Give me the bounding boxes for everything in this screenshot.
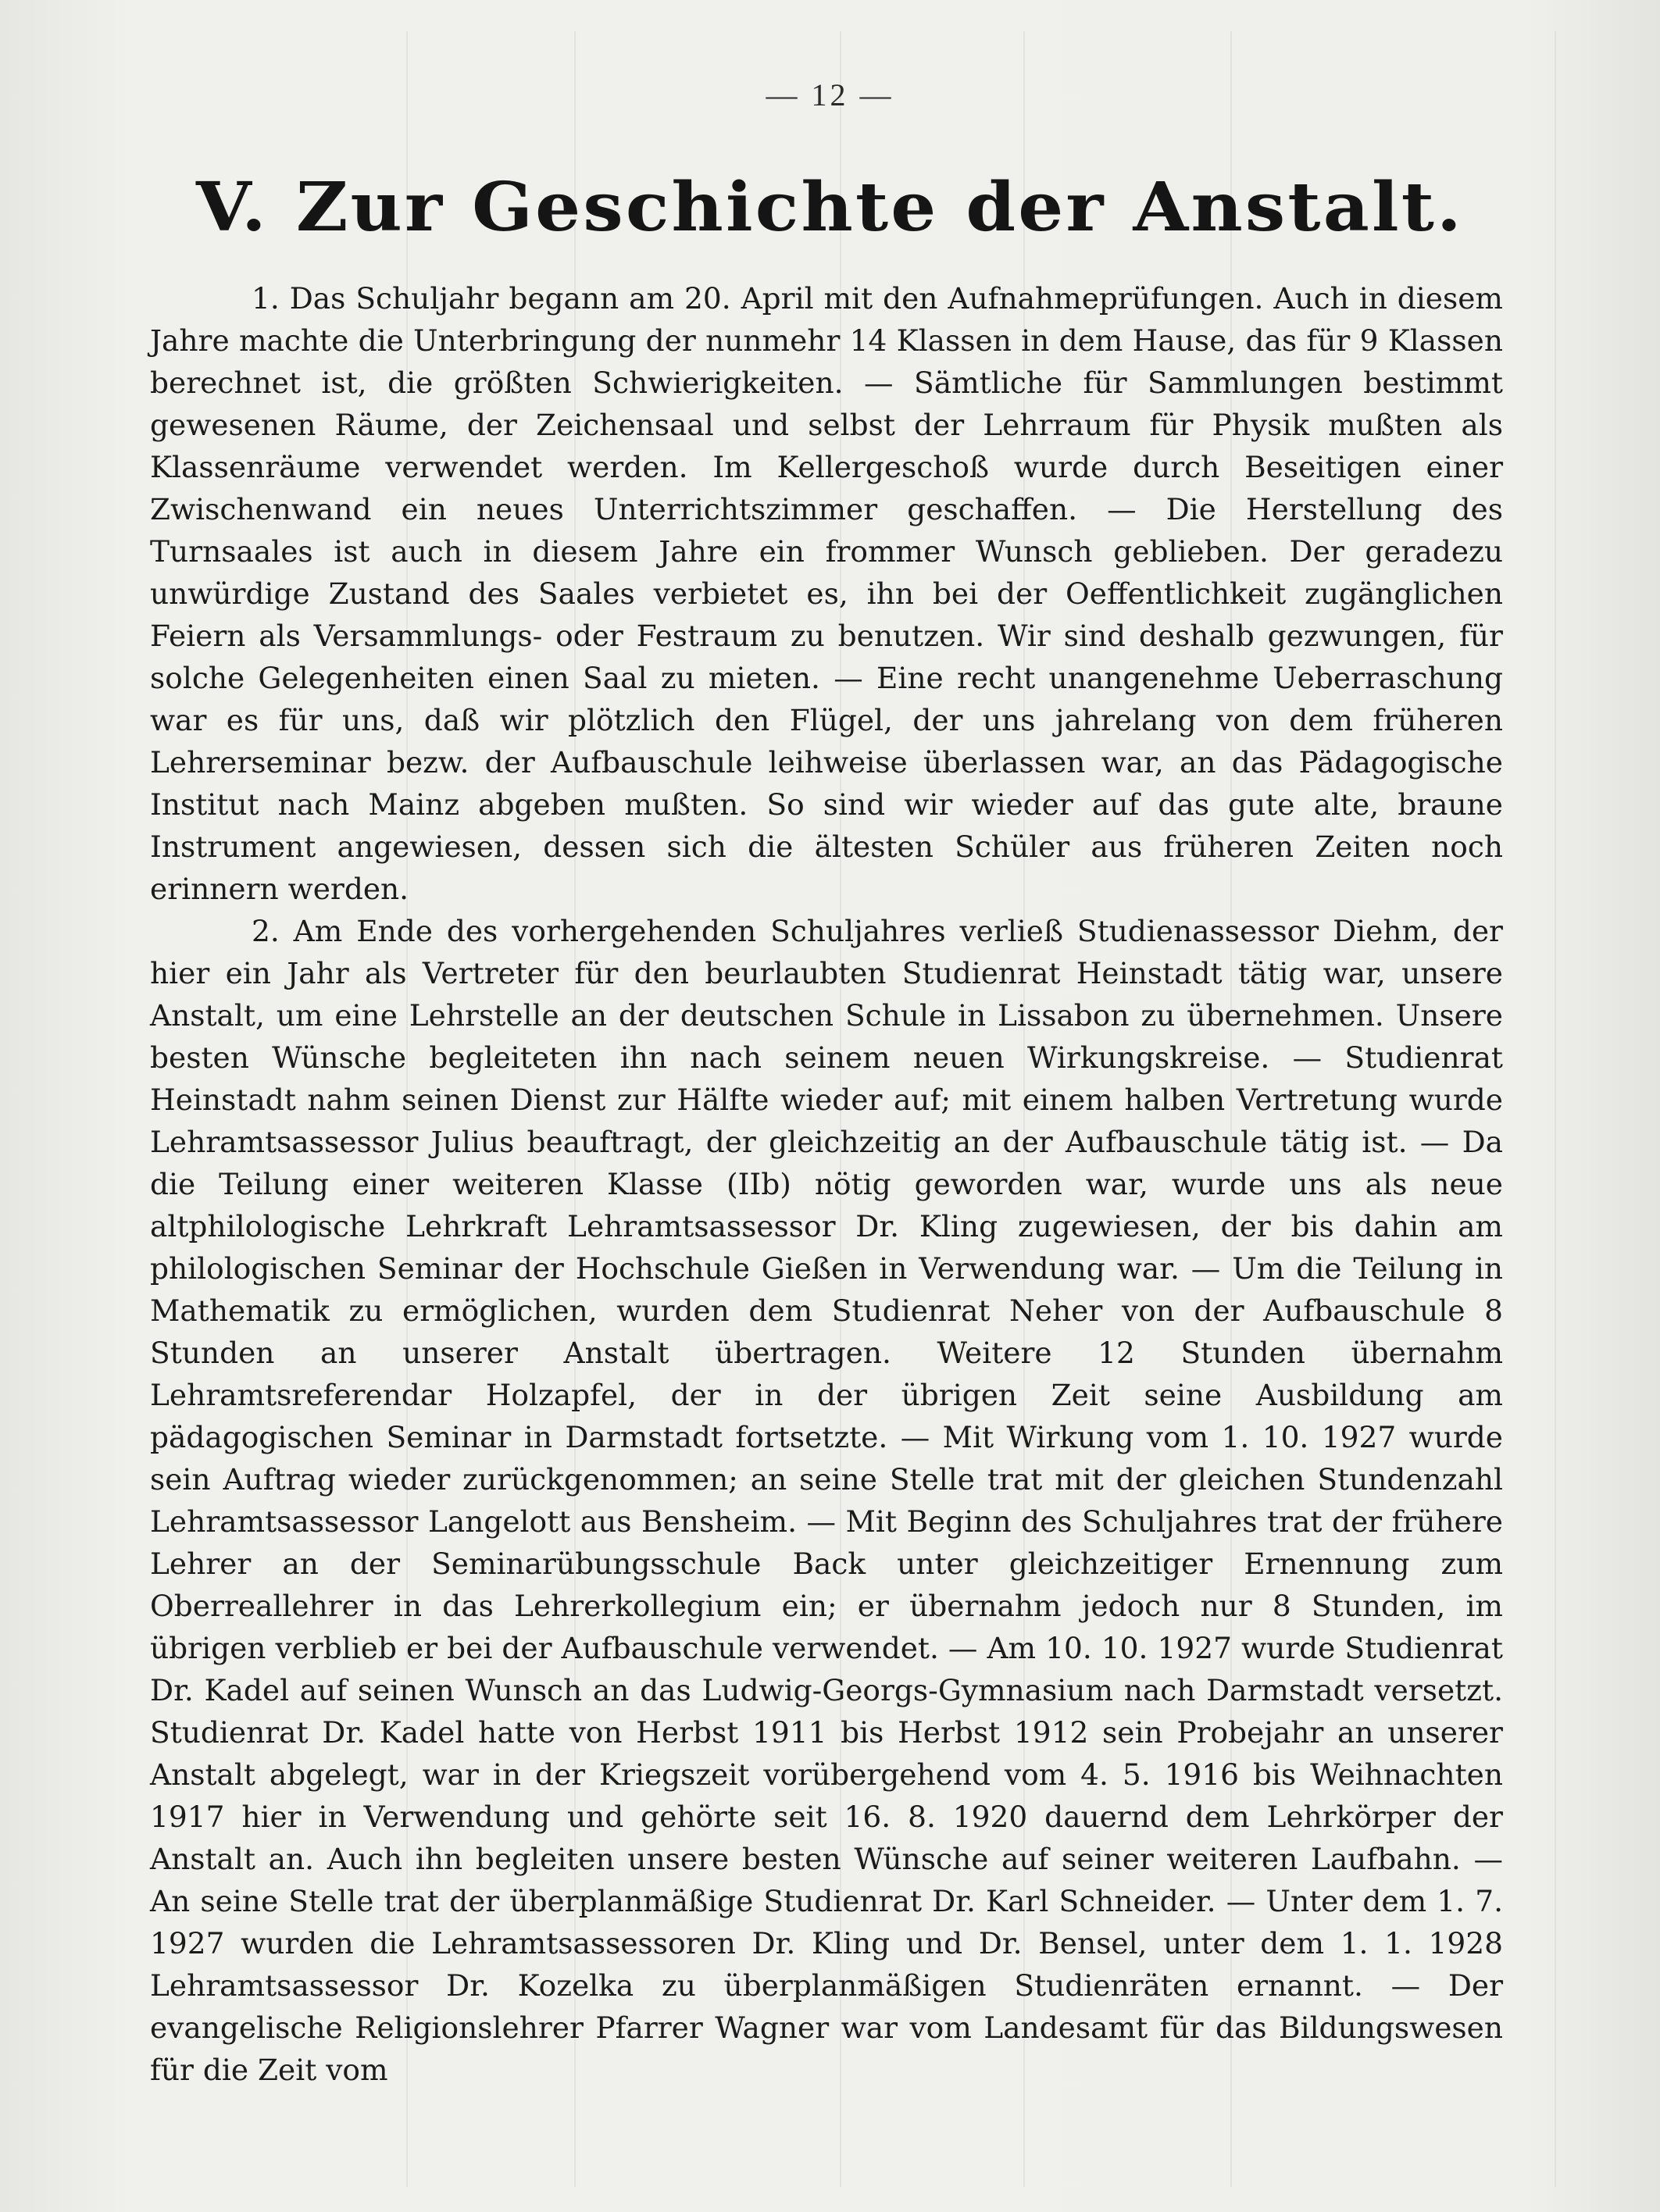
show-through-line (1555, 31, 1556, 2187)
paragraph-1: 1. Das Schuljahr begann am 20. April mit den Aufnahmeprüfungen. Auch in diesem Jahre machte die Unterbringung der nunmehr 14 Klassen in dem Hause, das für 9 Klassen berechnet ist, die größten Schwierigkeiten. — Sämtliche für Sammlungen bestimmt gewesenen Räume, der Zeichensaal und selbst der Lehrraum für Physik mußten als Klassenräume verwendet werden. Im Kellergeschoß wurde durch Beseitigen einer Zwischenwand ein neues Unterrichtszimmer geschaffen. — Die Herstellung des Turnsaales ist auch in diesem Jahre ein frommer Wunsch geblieben. Der geradezu unwürdige Zustand des Saales verbietet es, ihn bei der Oeffentlichkeit zugänglichen Feiern als Versammlungs- oder Festraum zu benutzen. Wir sind deshalb gezwungen, für solche Gelegenheiten einen Saal zu mieten. — Eine recht unangenehme Ueberraschung war es für uns, daß wir plötzlich den Flügel, der uns jahrelang von dem früheren Lehrerseminar bezw. der Aufbauschule leihweise überlassen war, an das Pädagogische Institut nach Mainz abgeben mußten. So sind wir wieder auf das gute alte, braune Instrument angewiesen, dessen sich die ältesten Schüler aus früheren Zeiten noch erinnern werden. (150, 281, 1503, 906)
section-title: V. Zur Geschichte der Anstalt. (196, 168, 1464, 247)
paragraph-2: 2. Am Ende des vorhergehenden Schuljahres verließ Studienassessor Diehm, der hier ein Jahr als Vertreter für den beurlaubten Studienrat Heinstadt tätig war, unsere Anstalt, um eine Lehrstelle an der deutschen Schule in Lissabon zu übernehmen. Unsere besten Wünsche begleiteten ihn nach seinem neuen Wirkungskreise. — Studienrat Heinstadt nahm seinen Dienst zur Hälfte wieder auf; mit einem halben Vertretung wurde Lehramtsassessor Julius beauftragt, der gleichzeitig an der Aufbauschule tätig ist. — Da die Teilung einer weiteren Klasse (IIb) nötig geworden war, wurde uns als neue altphilologische Lehrkraft Lehramtsassessor Dr. Kling zugewiesen, der bis dahin am philologischen Seminar der Hochschule Gießen in Verwendung war. — Um die Teilung in Mathematik zu ermöglichen, wurden dem Studienrat Neher von der Aufbauschule 8 Stunden an unserer Anstalt übertragen. Weitere 12 Stunden übernahm Lehramtsreferendar Holzapfel, der in der übrigen Zeit seine Ausbildung am pädagogischen Seminar in Darmstadt fortsetzte. — Mit Wirkung vom 1. 10. 1927 wurde sein Auftrag wieder zurückgenommen; an seine Stelle trat mit der gleichen Stundenzahl Lehramtsassessor Langelott aus Bensheim. — Mit Beginn des Schuljahres trat der frühere Lehrer an der Seminarübungsschule Back unter gleichzeitiger Ernennung zum Oberreallehrer in das Lehrerkollegium ein; er übernahm jedoch nur 8 Stunden, im übrigen verblieb er bei der Aufbauschule verwendet. — Am 10. 10. 1927 wurde Studienrat Dr. Kadel auf seinen Wunsch an das Ludwig-Georgs-Gymnasium nach Darmstadt versetzt. Studienrat Dr. Kadel hatte von Herbst 1911 bis Herbst 1912 sein Probejahr an unserer Anstalt abgelegt, war in der Kriegszeit vorübergehend vom 4. 5. 1916 bis Weihnachten 1917 hier in Verwendung und gehörte seit 16. 8. 1920 dauernd dem Lehrkörper der Anstalt an. Auch ihn begleiten unsere besten Wünsche auf seiner weiteren Laufbahn. — An seine Stelle trat der überplanmäßige Studienrat Dr. Karl Schneider. — Unter dem 1. 7. 1927 wurden die Lehramtsassessoren Dr. Kling und Dr. Bensel, unter dem 1. 1. 1928 Lehramtsassessor Dr. Kozelka zu überplanmäßigen Studienräten ernannt. — Der evangelische Religionslehrer Pfarrer Wagner war vom Landesamt für das Bildungswesen für die Zeit vom (150, 914, 1503, 2087)
page-number: — 12 — (766, 77, 894, 112)
body-text (150, 277, 1503, 2091)
